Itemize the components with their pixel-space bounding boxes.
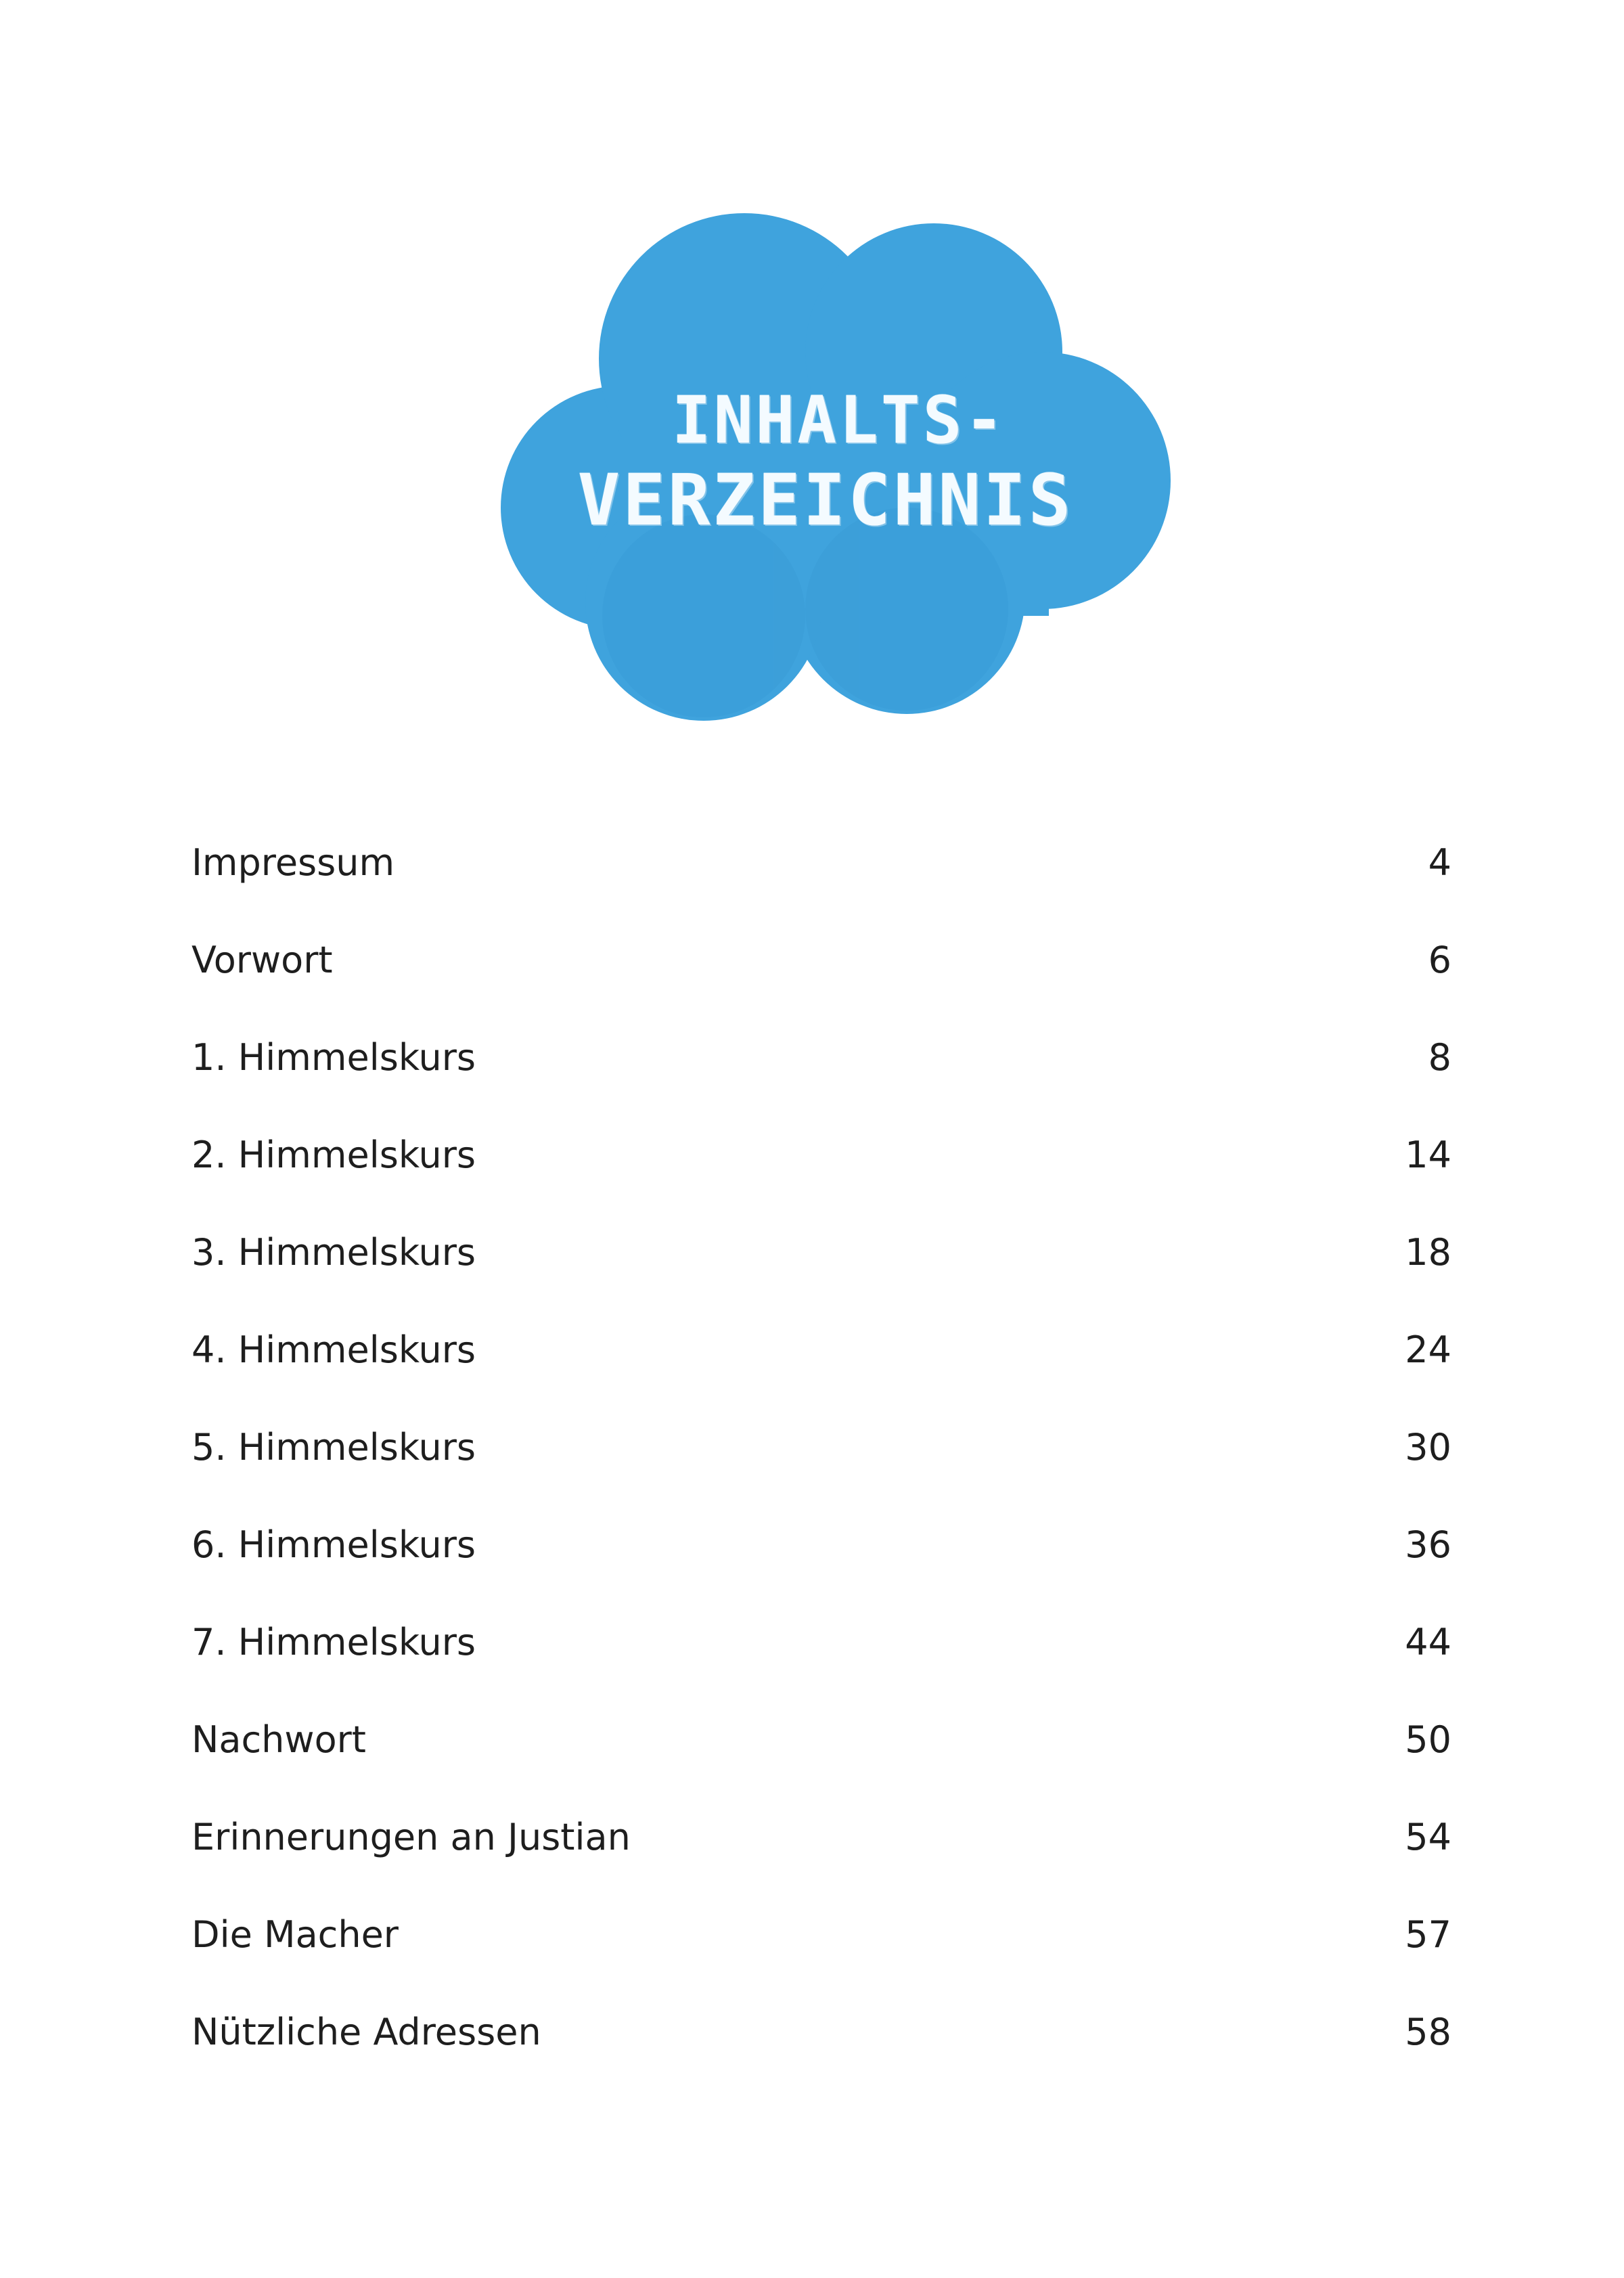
- toc-entry-page: 58: [1405, 2011, 1451, 2053]
- toc-entry[interactable]: [191, 933, 1451, 1031]
- toc-entry[interactable]: [191, 1031, 1451, 1128]
- toc-entry[interactable]: [191, 1128, 1451, 1226]
- toc-entry[interactable]: [191, 1615, 1451, 1713]
- toc-entry-page: 57: [1405, 1913, 1451, 1956]
- toc-entry-page: 6: [1428, 939, 1451, 981]
- toc-entry[interactable]: [191, 1421, 1451, 1518]
- table-of-contents: [191, 836, 1451, 2103]
- toc-entry[interactable]: [191, 836, 1451, 933]
- cloud-heading: [420, 129, 1232, 738]
- toc-entry[interactable]: [191, 2005, 1451, 2103]
- toc-entry-label: 4. Himmelskurs: [191, 1328, 476, 1371]
- toc-entry-page: 44: [1405, 1621, 1451, 1663]
- toc-entry-label: Vorwort: [191, 939, 333, 981]
- toc-entry-label: 1. Himmelskurs: [191, 1036, 476, 1079]
- heading-line-2: VERZEICHNIS: [577, 459, 1074, 541]
- toc-entry[interactable]: [191, 1810, 1451, 1908]
- toc-entry-label: 5. Himmelskurs: [191, 1426, 476, 1469]
- toc-entry-label: 3. Himmelskurs: [191, 1231, 476, 1274]
- toc-entry-page: 8: [1428, 1036, 1451, 1079]
- toc-entry-page: 14: [1405, 1134, 1451, 1176]
- toc-entry-label: Die Macher: [191, 1913, 399, 1956]
- toc-entry-page: 24: [1405, 1328, 1451, 1371]
- toc-entry-page: 50: [1405, 1718, 1451, 1761]
- toc-entry-label: Erinnerungen an Justian: [191, 1816, 631, 1858]
- toc-entry-label: Nachwort: [191, 1718, 366, 1761]
- toc-entry-label: 7. Himmelskurs: [191, 1621, 476, 1663]
- toc-entry[interactable]: [191, 1908, 1451, 2005]
- toc-entry-page: 18: [1405, 1231, 1451, 1274]
- toc-entry-label: 2. Himmelskurs: [191, 1134, 476, 1176]
- toc-entry-page: 36: [1405, 1523, 1451, 1566]
- toc-entry[interactable]: [191, 1713, 1451, 1810]
- toc-entry[interactable]: [191, 1323, 1451, 1421]
- toc-entry-label: Nützliche Adressen: [191, 2011, 541, 2053]
- toc-entry-page: 54: [1405, 1816, 1451, 1858]
- toc-entry-label: 6. Himmelskurs: [191, 1523, 476, 1566]
- heading-line-1: INHALTS-: [671, 382, 1007, 458]
- toc-entry[interactable]: [191, 1518, 1451, 1615]
- toc-entry-page: 30: [1405, 1426, 1451, 1469]
- toc-entry[interactable]: [191, 1226, 1451, 1323]
- toc-entry-label: Impressum: [191, 841, 395, 884]
- toc-entry-page: 4: [1428, 841, 1451, 884]
